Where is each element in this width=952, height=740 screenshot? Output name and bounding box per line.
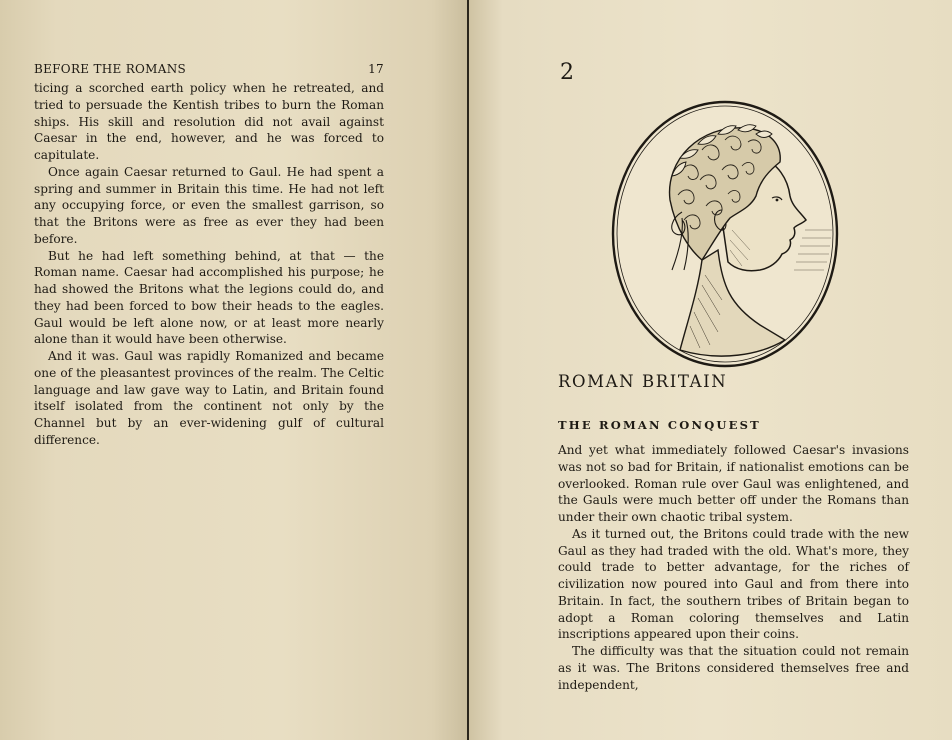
right-page-body — [558, 442, 909, 693]
roman-emperor-portrait-cameo — [610, 100, 840, 370]
paragraph: And it was. Gaul was rapidly Romanized and became one of the pleasantest provinces of the realm. The Celtic language and law gave way to Latin, and Britain found itself isolated from the continent not only by the Channel but by an ever-widening gulf of cultural difference. — [34, 349, 384, 447]
paragraph: As it turned out, the Britons could trade with the new Gaul as they had traded with the old. What's more, they could trade to better advantage, for the riches of civilization now poured into Gaul and from there into Britain. In fact, the southern tribes of Britain began to adopt a Roman coloring themselves and Latin inscriptions appeared upon their coins. — [558, 526, 909, 642]
page-number: 17 — [368, 62, 384, 76]
running-head-title: BEFORE THE ROMANS — [34, 62, 187, 76]
section-heading: THE ROMAN CONQUEST — [558, 418, 761, 432]
running-head — [34, 62, 384, 76]
chapter-title: ROMAN BRITAIN — [558, 372, 728, 391]
paragraph: Once again Caesar returned to Gaul. He had spent a spring and summer in Britain this time. He had not left any occupying force, or even the smallest garrison, so that the Britons were as free as ever they had been before. — [34, 164, 384, 246]
left-page-body — [34, 80, 384, 449]
paragraph: ticing a scorched earth policy when he retreated, and tried to persuade the Kentish tribes to burn the Roman ships. His skill and resolution did not avail against Caesar in the end, however, and he was forced to capitulate. — [34, 81, 384, 162]
chapter-number: 2 — [560, 60, 574, 85]
paragraph: And yet what immediately followed Caesar's invasions was not so bad for Britain, if nationalist emotions can be overlooked. Roman rule over Gaul was enlightened, and the Gauls were much better off under the Romans than under their own chaotic tribal system. — [558, 443, 909, 524]
paragraph: The difficulty was that the situation could not remain as it was. The Britons considered themselves free and independent, — [558, 644, 909, 692]
left-page — [0, 0, 469, 740]
paragraph: But he had left something behind, at that — the Roman name. Caesar had accomplished his purpose; he had showed the Britons what the legions could do, and they had been forced to bow their heads to the eagles. Gaul would be left alone now, or at least more nearly alone than it would have been otherwise. — [34, 248, 384, 347]
